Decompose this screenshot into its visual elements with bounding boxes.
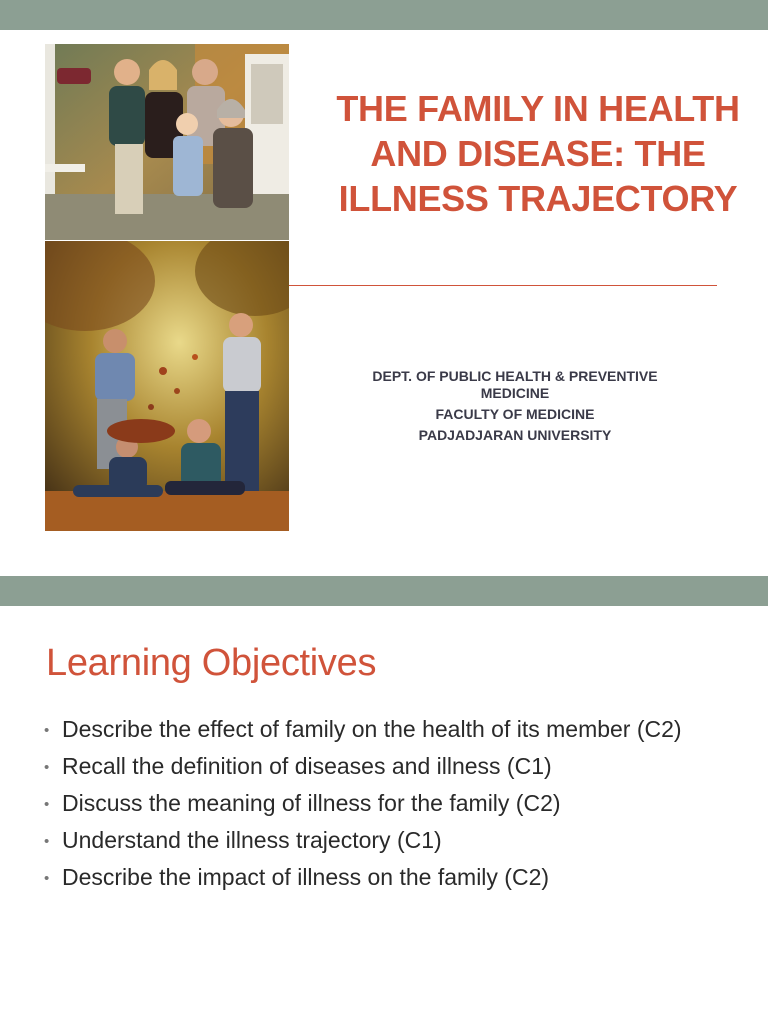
faculty-line: FACULTY OF MEDICINE — [435, 406, 595, 422]
objective-text: Recall the definition of diseases and illness (C1) — [62, 753, 552, 779]
list-item — [44, 714, 734, 745]
institution-info — [320, 368, 710, 444]
objective-text: Discuss the meaning of illness for the family (C2) — [62, 790, 561, 816]
slide-top-bar — [0, 576, 768, 606]
list-item — [44, 751, 734, 782]
list-item — [44, 788, 734, 819]
bullet-icon: • — [44, 833, 50, 850]
objective-text: Describe the impact of illness on the family (C2) — [62, 864, 550, 890]
title-divider — [289, 285, 717, 286]
department-line-1: DEPT. OF PUBLIC HEALTH & PREVENTIVE — [372, 368, 658, 384]
objectives-heading: Learning Objectives — [46, 642, 377, 684]
list-item — [44, 825, 734, 856]
list-item — [44, 862, 734, 893]
bullet-icon: • — [44, 796, 50, 813]
objective-text: Describe the effect of family on the health of its member (C2) — [62, 716, 682, 742]
bullet-icon: • — [44, 722, 50, 739]
bullet-icon: • — [44, 759, 50, 776]
objectives-list — [44, 714, 734, 899]
department-line-2: MEDICINE — [480, 385, 550, 401]
university-line: PADJADJARAN UNIVERSITY — [418, 427, 612, 443]
family-portrait-photo — [45, 44, 289, 240]
autumn-family-photo — [45, 241, 289, 531]
bullet-icon: • — [44, 870, 50, 887]
slide-top-bar — [0, 0, 768, 30]
presentation-title: THE FAMILY IN HEALTH AND DISEASE: THE ILLNESS TRAJECTORY — [336, 88, 740, 219]
objective-text: Understand the illness trajectory (C1) — [62, 827, 442, 853]
